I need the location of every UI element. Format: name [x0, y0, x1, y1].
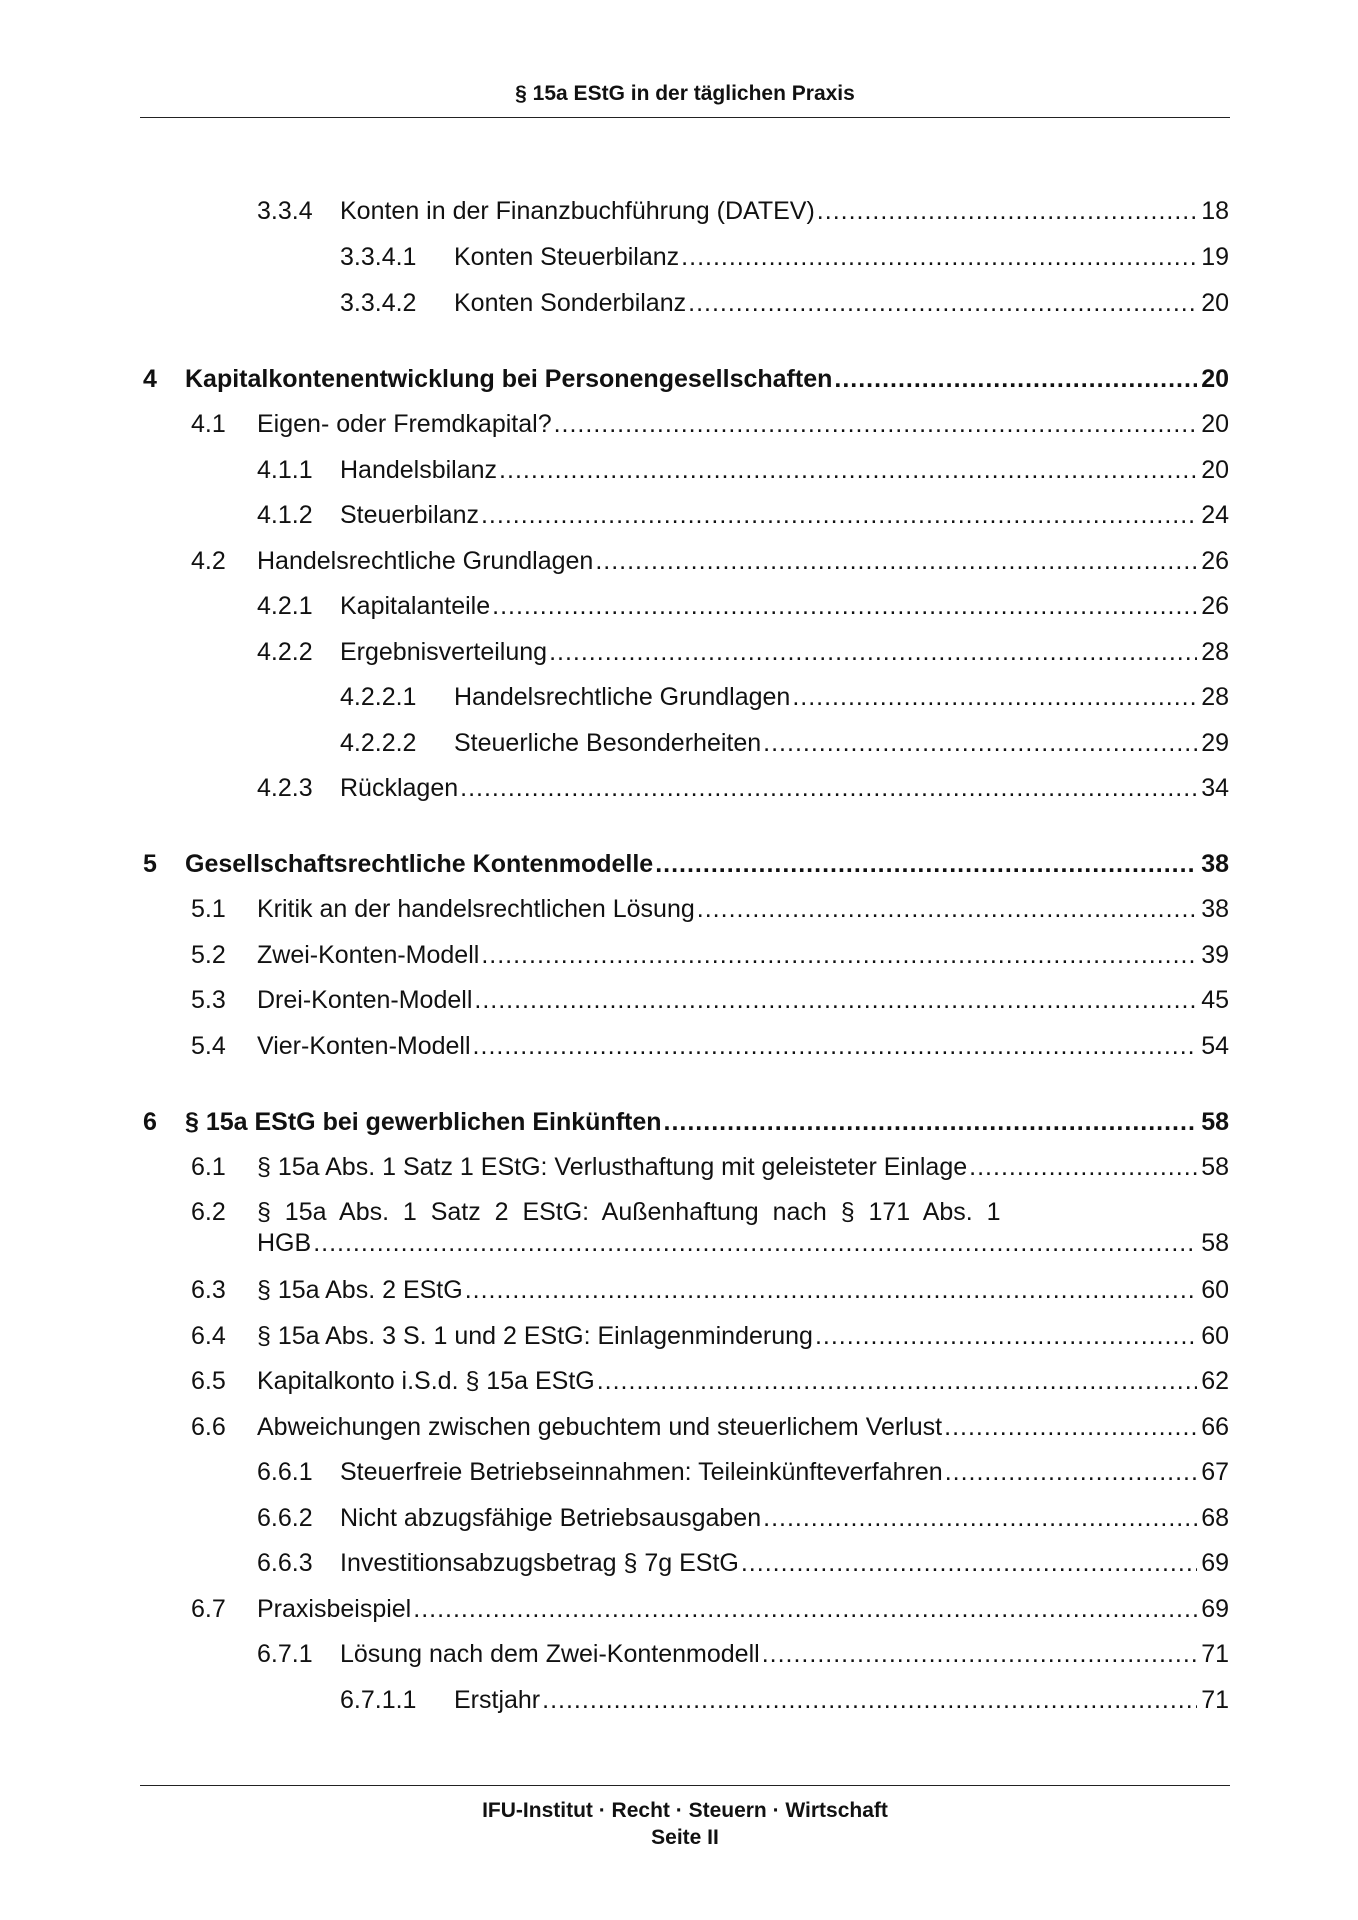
toc-entry-title: § 15a EStG bei gewerblichen Einkünften	[185, 1108, 662, 1136]
toc-entry-number: 6.2	[191, 1198, 226, 1226]
toc-entry[interactable]	[257, 1639, 1229, 1669]
header-divider	[140, 117, 1230, 118]
toc-entry[interactable]	[340, 288, 1229, 318]
toc-entry-page: 45	[1201, 986, 1229, 1014]
toc-entry-number: 5.2	[191, 941, 226, 969]
toc-entry-number: 5	[143, 850, 157, 878]
toc-entry-page: 69	[1201, 1549, 1229, 1577]
toc-entry-page: 18	[1201, 197, 1229, 225]
toc-entry-page: 20	[1201, 456, 1229, 484]
toc-entry[interactable]	[340, 242, 1229, 272]
toc-leader-dots	[413, 1594, 1197, 1624]
toc-leader-dots	[969, 1152, 1197, 1182]
toc-entry-title: Handelsrechtliche Grundlagen	[257, 547, 594, 575]
toc-entry[interactable]	[257, 637, 1229, 667]
toc-entry-number: 6.3	[191, 1276, 226, 1304]
footer-divider	[140, 1785, 1230, 1786]
toc-entry-title: Konten Sonderbilanz	[454, 289, 687, 317]
toc-entry-number: 4.2.1	[257, 592, 313, 620]
toc-entry-title-line1: § 15a Abs. 1 Satz 2 EStG: Außenhaftung nach § 171 Abs. 1	[257, 1198, 1001, 1226]
footer-publisher: IFU-Institut · Recht · Steuern · Wirtschaft	[482, 1799, 888, 1822]
toc-entry-page: 69	[1201, 1595, 1229, 1623]
toc-leader-dots	[492, 591, 1197, 621]
toc-leader-dots	[664, 1107, 1198, 1137]
toc-entry-number: 5.1	[191, 895, 226, 923]
toc-entry[interactable]	[191, 940, 1229, 970]
running-header: § 15a EStG in der täglichen Praxis	[515, 82, 855, 105]
toc-leader-dots	[681, 242, 1197, 272]
toc-entry-page: 66	[1201, 1413, 1229, 1441]
toc-entry-number: 6.6.3	[257, 1549, 313, 1577]
toc-entry-page: 38	[1201, 850, 1229, 878]
toc-entry-number: 3.3.4.2	[340, 289, 417, 317]
toc-entry-page: 24	[1201, 501, 1229, 529]
toc-leader-dots	[817, 196, 1197, 226]
toc-entry-number: 6.7.1	[257, 1640, 313, 1668]
toc-entry[interactable]	[257, 773, 1229, 803]
toc-entry-number: 4.2.2	[257, 638, 313, 666]
toc-entry-page: 19	[1201, 243, 1229, 271]
toc-entry[interactable]	[191, 409, 1229, 439]
toc-leader-dots	[481, 500, 1197, 530]
toc-entry-number: 4.2.2.2	[340, 729, 417, 757]
toc-entry-number: 3.3.4.1	[340, 243, 417, 271]
toc-entry-page: 60	[1201, 1322, 1229, 1350]
toc-entry-title: Steuerfreie Betriebseinnahmen: Teileinkünfteverfahren	[340, 1458, 943, 1486]
toc-entry-page: 71	[1201, 1640, 1229, 1668]
toc-entry[interactable]	[191, 1594, 1229, 1624]
toc-leader-dots	[499, 455, 1197, 485]
toc-entry-title: Drei-Konten-Modell	[257, 986, 473, 1014]
toc-entry-number: 6	[143, 1108, 157, 1136]
toc-entry-title: § 15a Abs. 1 Satz 1 EStG: Verlusthaftung mit geleisteter Einlage	[257, 1153, 968, 1181]
toc-leader-dots	[697, 894, 1197, 924]
toc-entry-page: 71	[1201, 1686, 1229, 1714]
toc-entry[interactable]	[257, 1457, 1229, 1487]
toc-entry-title: Rücklagen	[340, 774, 459, 802]
toc-entry-title: Konten in der Finanzbuchführung (DATEV)	[340, 197, 815, 225]
toc-leader-dots	[688, 288, 1197, 318]
toc-entry-number: 4.2.2.1	[340, 683, 417, 711]
toc-leader-dots	[465, 1275, 1197, 1305]
toc-leader-dots	[763, 1503, 1197, 1533]
toc-entry-title: Kapitalkontenentwicklung bei Personengesellschaften	[185, 365, 833, 393]
toc-leader-dots	[741, 1548, 1197, 1578]
toc-chapter-entry[interactable]	[143, 849, 1229, 879]
toc-entry-page: 58	[1201, 1108, 1229, 1136]
toc-entry-number: 6.7	[191, 1595, 226, 1623]
toc-leader-dots	[597, 1366, 1197, 1396]
toc-entry-page: 34	[1201, 774, 1229, 802]
toc-entry-page: 28	[1201, 638, 1229, 666]
toc-leader-dots	[313, 1228, 1197, 1259]
toc-leader-dots	[762, 1639, 1197, 1669]
toc-entry-page: 38	[1201, 895, 1229, 923]
toc-entry-page: 20	[1201, 289, 1229, 317]
toc-chapter-entry[interactable]	[143, 364, 1229, 394]
toc-entry[interactable]	[257, 196, 1229, 226]
toc-entry[interactable]	[191, 1321, 1229, 1351]
toc-entry-number: 5.4	[191, 1032, 226, 1060]
toc-leader-dots	[792, 682, 1197, 712]
toc-entry[interactable]	[340, 728, 1229, 758]
toc-entry-number: 6.6.2	[257, 1504, 313, 1532]
toc-entry[interactable]	[257, 591, 1229, 621]
toc-leader-dots	[542, 1685, 1197, 1715]
toc-entry-title: Kapitalkonto i.S.d. § 15a EStG	[257, 1367, 595, 1395]
toc-entry-title: Gesellschaftsrechtliche Kontenmodelle	[185, 850, 654, 878]
toc-entry-page: 67	[1201, 1458, 1229, 1486]
toc-entry-number: 6.1	[191, 1153, 226, 1181]
toc-entry-title: Handelsbilanz	[340, 456, 498, 484]
toc-entry-number: 4.1	[191, 410, 226, 438]
toc-leader-dots	[460, 773, 1197, 803]
toc-entry-number: 5.3	[191, 986, 226, 1014]
toc-entry-title: Ergebnisverteilung	[340, 638, 548, 666]
toc-entry-number: 4.1.2	[257, 501, 313, 529]
footer-page-number: Seite II	[651, 1826, 719, 1849]
toc-entry-title: Kritik an der handelsrechtlichen Lösung	[257, 895, 695, 923]
toc-entry-number: 6.4	[191, 1322, 226, 1350]
toc-entry[interactable]	[257, 500, 1229, 530]
toc-entry[interactable]	[191, 1366, 1229, 1396]
toc-entry[interactable]	[257, 1503, 1229, 1533]
toc-entry-title: Handelsrechtliche Grundlagen	[454, 683, 791, 711]
toc-entry-page: 20	[1201, 410, 1229, 438]
toc-entry-page: 60	[1201, 1276, 1229, 1304]
toc-entry-number: 3.3.4	[257, 197, 313, 225]
toc-leader-dots	[815, 1321, 1197, 1351]
toc-entry[interactable]	[191, 985, 1229, 1015]
toc-entry-page: 62	[1201, 1367, 1229, 1395]
toc-leader-dots	[944, 1412, 1197, 1442]
toc-entry[interactable]	[340, 682, 1229, 712]
toc-entry-title: Zwei-Konten-Modell	[257, 941, 480, 969]
toc-leader-dots	[473, 1031, 1198, 1061]
toc-entry[interactable]	[191, 1031, 1229, 1061]
toc-entry[interactable]	[191, 546, 1229, 576]
toc-entry-title: Erstjahr	[454, 1686, 541, 1714]
toc-entry-page: 26	[1201, 547, 1229, 575]
toc-entry-title: § 15a Abs. 2 EStG	[257, 1276, 463, 1304]
toc-entry-title: Kapitalanteile	[340, 592, 491, 620]
toc-chapter-entry[interactable]	[143, 1107, 1229, 1137]
toc-entry[interactable]	[191, 894, 1229, 924]
toc-entry-title: Steuerbilanz	[340, 501, 479, 529]
toc-entry[interactable]	[191, 1412, 1229, 1442]
toc-entry[interactable]	[191, 1275, 1229, 1305]
toc-entry-number: 6.7.1.1	[340, 1686, 417, 1714]
toc-entry-number: 6.6	[191, 1413, 226, 1441]
toc-entry-page: 29	[1201, 729, 1229, 757]
toc-leader-dots	[763, 728, 1197, 758]
toc-entry-title: Lösung nach dem Zwei-Kontenmodell	[340, 1640, 760, 1668]
toc-entry-page: 58	[1201, 1229, 1229, 1257]
toc-entry-title: Eigen- oder Fremdkapital?	[257, 410, 552, 438]
toc-entry-title: Praxisbeispiel	[257, 1595, 412, 1623]
toc-entry-page: 58	[1201, 1153, 1229, 1181]
toc-entry-number: 4.2	[191, 547, 226, 575]
toc-entry-title: Investitionsabzugsbetrag § 7g EStG	[340, 1549, 739, 1577]
toc-entry-title: Konten Steuerbilanz	[454, 243, 680, 271]
toc-entry[interactable]	[340, 1685, 1229, 1715]
toc-entry-page: 26	[1201, 592, 1229, 620]
toc-entry-page: 20	[1201, 365, 1229, 393]
toc-entry-title: § 15a Abs. 3 S. 1 und 2 EStG: Einlagenminderung	[257, 1322, 813, 1350]
toc-leader-dots	[549, 637, 1197, 667]
toc-entry-number: 4.2.3	[257, 774, 313, 802]
toc-leader-dots	[655, 849, 1197, 879]
toc-entry-title: Vier-Konten-Modell	[257, 1032, 471, 1060]
toc-entry-number: 6.5	[191, 1367, 226, 1395]
toc-entry[interactable]	[257, 455, 1229, 485]
toc-entry[interactable]	[257, 1548, 1229, 1578]
toc-entry-page: 39	[1201, 941, 1229, 969]
toc-entry[interactable]	[191, 1152, 1229, 1182]
toc-entry-title: Steuerliche Besonderheiten	[454, 729, 762, 757]
toc-entry-title-line2: HGB	[257, 1229, 312, 1257]
toc-entry-title: Nicht abzugsfähige Betriebsausgaben	[340, 1504, 762, 1532]
toc-entry-page: 28	[1201, 683, 1229, 711]
toc-entry-number: 4.1.1	[257, 456, 313, 484]
toc-leader-dots	[554, 409, 1198, 439]
toc-entry-number: 4	[143, 365, 157, 393]
toc-leader-dots	[474, 985, 1197, 1015]
toc-leader-dots	[945, 1457, 1198, 1487]
toc-entry-number: 6.6.1	[257, 1458, 313, 1486]
toc-entry-wrapped[interactable]	[191, 1197, 1229, 1259]
toc-entry-page: 54	[1201, 1032, 1229, 1060]
toc-entry-title: Abweichungen zwischen gebuchtem und steuerlichem Verlust	[257, 1413, 943, 1441]
toc-leader-dots	[834, 364, 1197, 394]
toc-entry-page: 68	[1201, 1504, 1229, 1532]
toc-leader-dots	[595, 546, 1197, 576]
toc-leader-dots	[481, 940, 1197, 970]
